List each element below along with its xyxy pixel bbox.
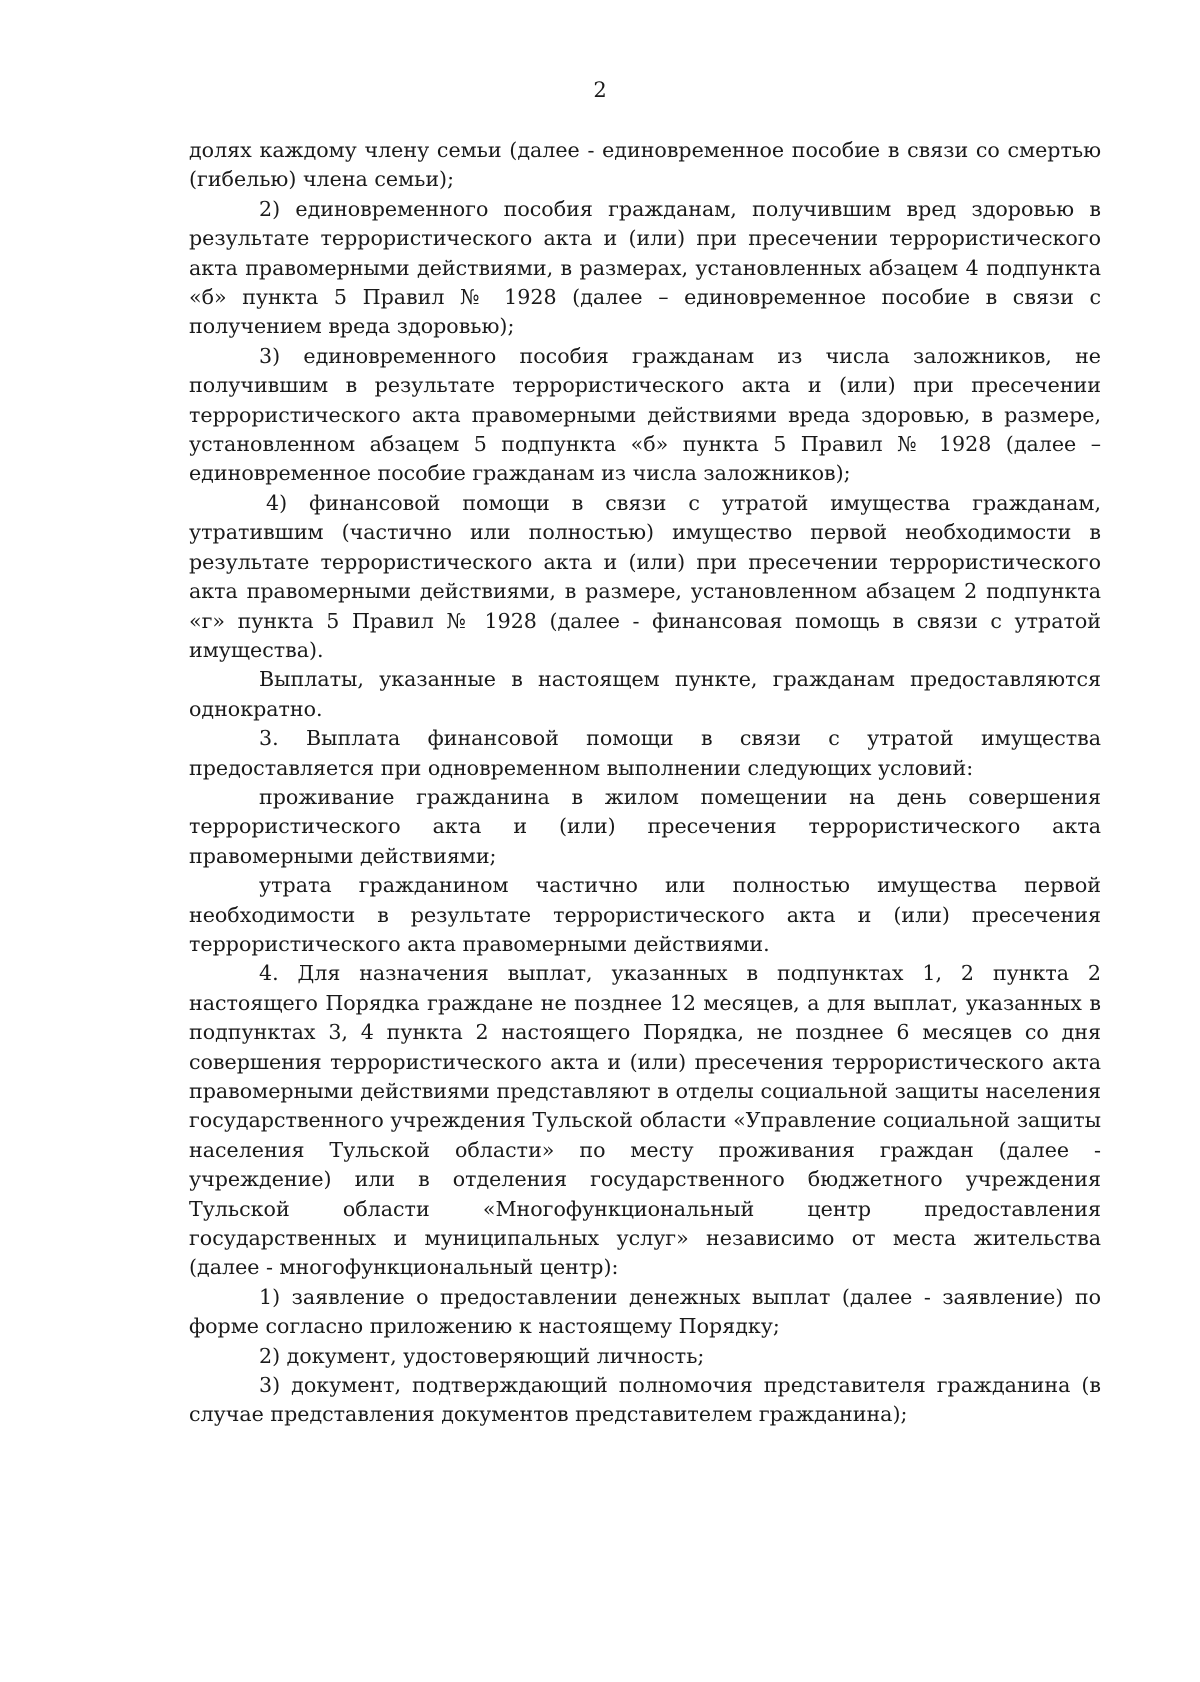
document-body (189, 136, 1101, 1430)
paragraph-item-4: 4) финансовой помощи в связи с утратой имущества гражданам, утратившим (частично или полностью) имущество первой необходимости в результате террористического акта и (или) при пресечении террористического акта правомерными действиями, в размере, установленном абзацем 2 подпункта «г» пункта 5 Правил № 1928 (далее - финансовая помощь в связи с утратой имущества). (189, 490, 1101, 662)
paragraph-clause-3: 3. Выплата финансовой помощи в связи с утратой имущества предоставляется при одновременном выполнении следующих условий: (189, 726, 1101, 780)
paragraph-continuation: долях каждому члену семьи (далее - единовременное пособие в связи со смертью (гибелью) члена семьи); (189, 138, 1101, 192)
paragraph-doc-2: 2) документ, удостоверяющий личность; (259, 1343, 705, 1368)
paragraph-clause-4: 4. Для назначения выплат, указанных в подпунктах 1, 2 пункта 2 настоящего Порядка граждане не позднее 12 месяцев, а для выплат, указанных в подпунктах 3, 4 пункта 2 настоящего Порядка, не позднее 6 месяцев со дня совершения террористического акта и (или) пресечения террористического акта правомерными действиями представляют в отделы социальной защиты населения государственного учреждения Тульской области «Управление социальной защиты населения Тульской области» по месту проживания граждан (далее - учреждение) или в отделения государственного бюджетного учреждения Тульской области «Многофункциональный центр предоставления государственных и муниципальных услуг» независимо от места жительства (далее - многофункциональный центр): (189, 961, 1101, 1280)
paragraph-item-2: 2) единовременного пособия гражданам, получившим вред здоровью в результате террористического акта и (или) при пресечении террористического акта правомерными действиями, в размерах, установленных абзацем 4 подпункта «б» пункта 5 Правил № 1928 (далее – единовременное пособие в связи с получением вреда здоровью); (189, 196, 1101, 339)
page-number: 2 (593, 78, 607, 102)
paragraph-doc-1: 1) заявление о предоставлении денежных выплат (далее - заявление) по форме согласно приложению к настоящему Порядку; (189, 1284, 1101, 1339)
paragraph-condition-residence: проживание гражданина в жилом помещении на день совершения террористического акта и (или) пресечения террористического акта правомерными действиями; (189, 784, 1101, 868)
paragraph-condition-loss: утрата гражданином частично или полностью имущества первой необходимости в результате террористического акта и (или) пресечения террористического акта правомерными действиями. (189, 873, 1101, 956)
paragraph-payments-note: Выплаты, указанные в настоящем пункте, гражданам предоставляются однократно. (189, 667, 1101, 721)
paragraph-item-3: 3) единовременного пособия гражданам из числа заложников, не получившим в результате террористического акта и (или) при пресечении террористического акта правомерными действиями вреда здоровью, в размере, установленном абзацем 5 подпункта «б» пункта 5 Правил № 1928 (далее – единовременное пособие гражданам из числа заложников); (189, 343, 1101, 486)
paragraph-doc-3: 3) документ, подтверждающий полномочия представителя гражданина (в случае представления документов представителем гражданина); (189, 1373, 1101, 1427)
